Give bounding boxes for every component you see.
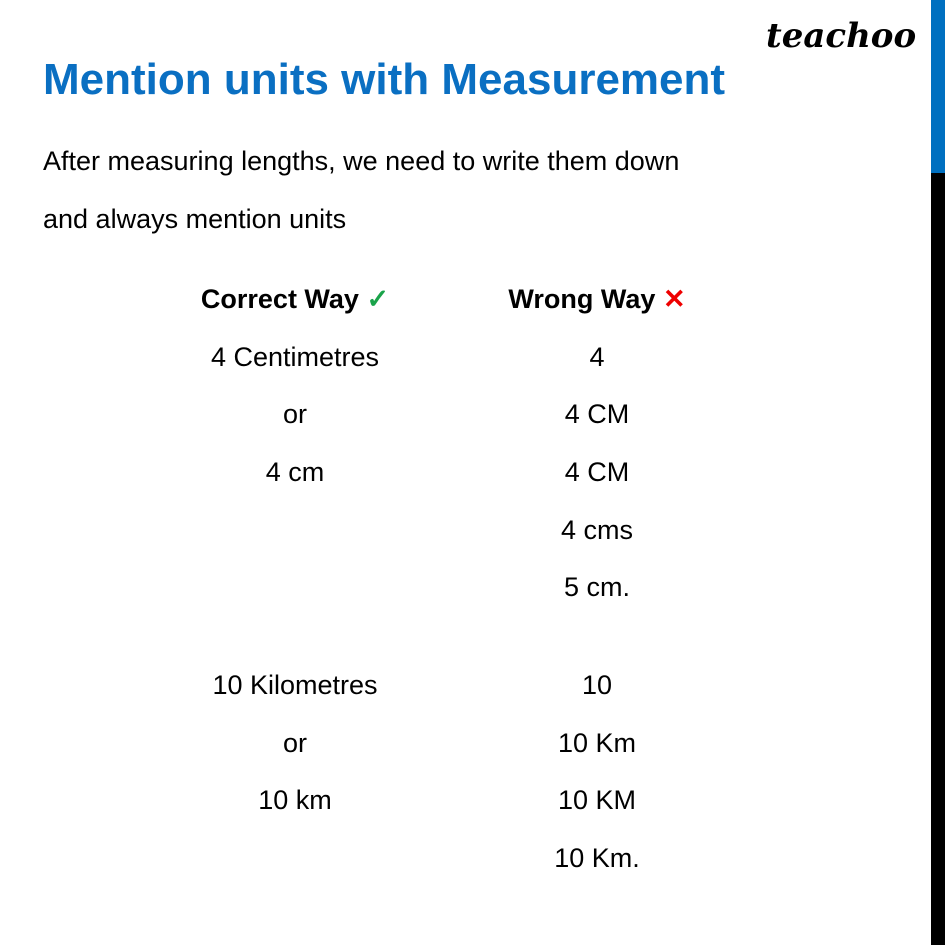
teachoo-logo: teachoo <box>766 16 917 56</box>
wrong-item: 10 Km <box>557 728 637 758</box>
page-title: Mention units with Measurement <box>43 55 726 104</box>
checkmark-icon: ✓ <box>366 284 390 314</box>
correct-way-header <box>145 284 445 314</box>
correct-item: 10 Kilometres <box>212 670 378 700</box>
correct-item: 10 km <box>258 785 332 815</box>
wrong-item: 10 KM <box>557 785 637 815</box>
wrong-item: 4 CM <box>564 457 630 487</box>
wrong-item: 4 <box>589 342 605 372</box>
correct-way-label: Correct Way <box>200 284 359 314</box>
intro-line-1: After measuring lengths, we need to write them down <box>43 146 680 176</box>
wrong-item: 5 cm. <box>563 572 630 602</box>
intro-line-2: and always mention units <box>43 204 347 234</box>
side-accent-bar <box>931 0 945 173</box>
correct-item: 4 Centimetres <box>210 342 380 372</box>
side-dark-bar <box>931 173 945 945</box>
wrong-item: 4 CM <box>564 399 630 429</box>
wrong-way-label: Wrong Way <box>508 284 656 314</box>
correct-item: 4 cm <box>265 457 325 487</box>
correct-item: or <box>282 399 307 429</box>
wrong-item: 10 Km. <box>554 843 640 873</box>
wrong-item: 4 cms <box>560 515 633 545</box>
cross-icon: ✕ <box>662 284 686 314</box>
wrong-item: 10 <box>581 670 613 700</box>
wrong-way-header <box>447 284 747 314</box>
correct-item: or <box>282 728 307 758</box>
